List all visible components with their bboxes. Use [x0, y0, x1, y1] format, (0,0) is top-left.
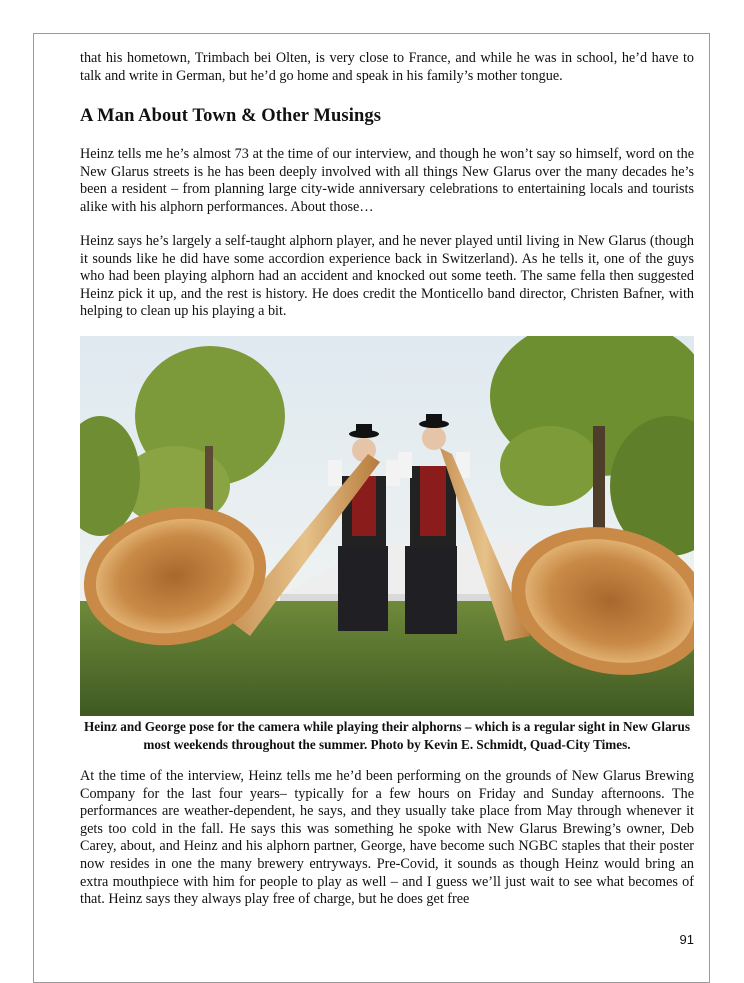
- paragraph-3: At the time of the interview, Heinz tells me he’d been performing on the grounds of New Glarus Brewing Company for the last four years– typically for a few hours on Friday and Sunday afternoons. The performances are weather-dependent, he says, and they usually take place from May through whenever it gets too cold in the fall. He says this was something he spoke with New Glarus Brewing’s owner, Deb Carey, about, and Heinz and his alphorn partner, George, have become such NGBC staples that their poster now resides in one the many brewery entryways. Pre-Covid, it sounds as though Heinz would bring an extra mouthpiece with him for people to play as well – and I guess we’ll just wait to see what becomes of that. Heinz says they always play free of charge, but he does get free: [80, 768, 694, 908]
- alphorn-photo: [80, 336, 694, 716]
- photo-caption: Heinz and George pose for the camera while playing their alphorns – which is a regular sight in New Glarus most weekends throughout the summer. Photo by Kevin E. Schmidt, Quad-City Times.: [83, 719, 691, 752]
- paragraph-2: Heinz says he’s largely a self-taught alphorn player, and he never played until living in New Glarus (though it sounds like he did have some accordion experience back in Switzerland). As he tells it, one of the guys who had been playing alphorn had an accident and knocked out some teeth. The same fella then suggested Heinz pick it up, and the rest is history. He does credit the Monticello band director, Christen Bafner, with helping to clean up his playing a bit.: [80, 233, 694, 320]
- section-heading: A Man About Town & Other Musings: [80, 106, 381, 126]
- intro-paragraph: that his hometown, Trimbach bei Olten, is very close to France, and while he was in school, he’d have to talk and write in German, but he’d go home and speak in his family’s mother tongue.: [80, 50, 694, 84]
- page-number: 91: [679, 932, 694, 947]
- paragraph-1: Heinz tells me he’s almost 73 at the time of our interview, and though he won’t say so himself, word on the New Glarus streets is he has been deeply involved with all things New Glarus over the many decades he’s been a resident – from planning large city-wide anniversary celebrations to entertaining locals and tourists alike with his alphorn performances. About those…: [80, 146, 694, 215]
